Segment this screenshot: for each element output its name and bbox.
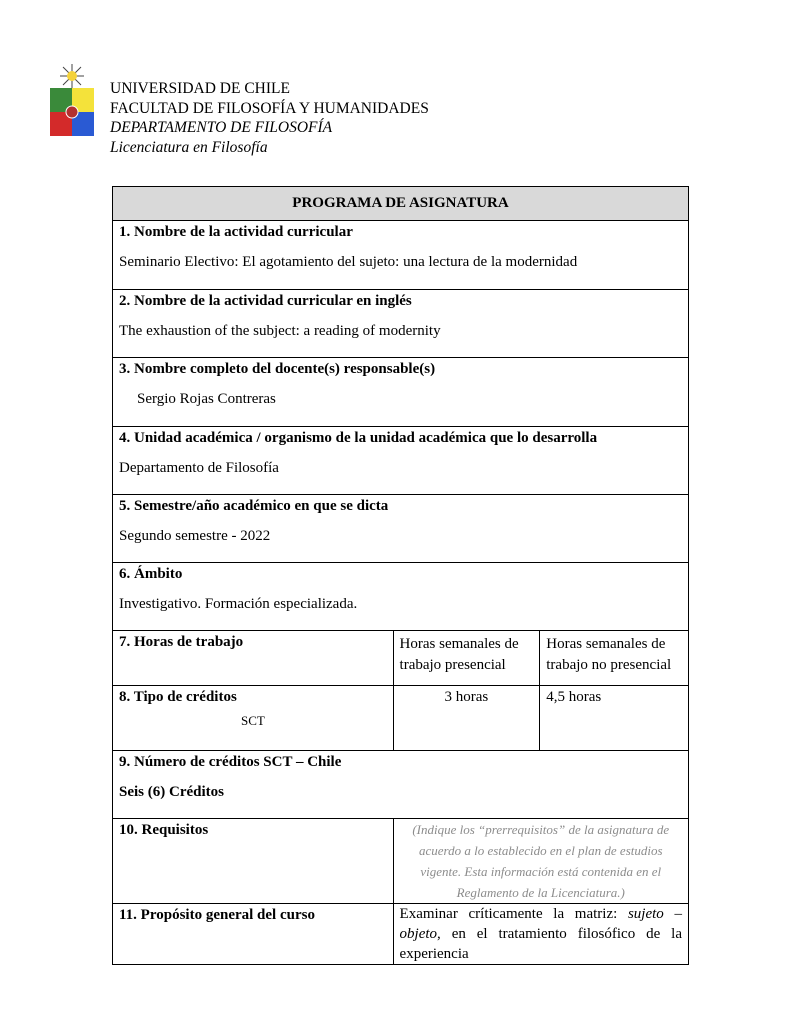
requirements-label: 10. Requisitos — [113, 819, 394, 904]
section-semester: 5. Semestre/año académico en que se dicta Segundo semestre - 2022 — [113, 495, 689, 563]
in-person-hours-header: Horas semanales de trabajo presencial — [393, 631, 540, 686]
section-course-name-english: 2. Nombre de la actividad curricular en inglés The exhaustion of the subject: a reading of modernity — [113, 290, 689, 358]
requirements-hint: (Indique los “prerrequisitos” de la asignatura de acuerdo a lo establecido en el plan de estudios vigente. Esta información está contenida en el Reglamento de la Licenciatura.) — [393, 819, 688, 904]
institution-header — [110, 79, 429, 157]
remote-hours: 4,5 horas — [540, 686, 689, 751]
section-instructor: 3. Nombre completo del docente(s) responsable(s) Sergio Rojas Contreras — [113, 358, 689, 427]
section-credits: 9. Número de créditos SCT – Chile Seis (6) Créditos — [113, 751, 689, 819]
credit-type-cell: 8. Tipo de créditos SCT — [113, 686, 394, 751]
course-program-table — [112, 186, 689, 965]
in-person-hours: 3 horas — [393, 686, 540, 751]
section-scope: 6. Ámbito Investigativo. Formación especializada. — [113, 563, 689, 631]
university-name: UNIVERSIDAD DE CHILE — [110, 80, 290, 97]
remote-hours-header: Horas semanales de trabajo no presencial — [540, 631, 689, 686]
work-hours-label: 7. Horas de trabajo — [113, 631, 394, 686]
university-crest-logo — [48, 62, 96, 140]
faculty-name: FACULTAD DE FILOSOFÍA Y HUMANIDADES — [110, 99, 429, 117]
table-title: PROGRAMA DE ASIGNATURA — [113, 187, 689, 221]
purpose-label: 11. Propósito general del curso — [113, 904, 394, 965]
credit-type-value: SCT — [241, 713, 265, 728]
section-academic-unit: 4. Unidad académica / organismo de la unidad académica que lo desarrolla Departamento de Filosofía — [113, 427, 689, 495]
program-name: Licenciatura en Filosofía — [110, 138, 268, 156]
section-course-name: 1. Nombre de la actividad curricular Seminario Electivo: El agotamiento del sujeto: una lectura de la modernidad — [113, 221, 689, 290]
department-name: DEPARTAMENTO DE FILOSOFÍA — [110, 119, 333, 136]
purpose-text: Examinar críticamente la matriz: sujeto – objeto, en el tratamiento filosófico de la experiencia — [393, 904, 688, 965]
